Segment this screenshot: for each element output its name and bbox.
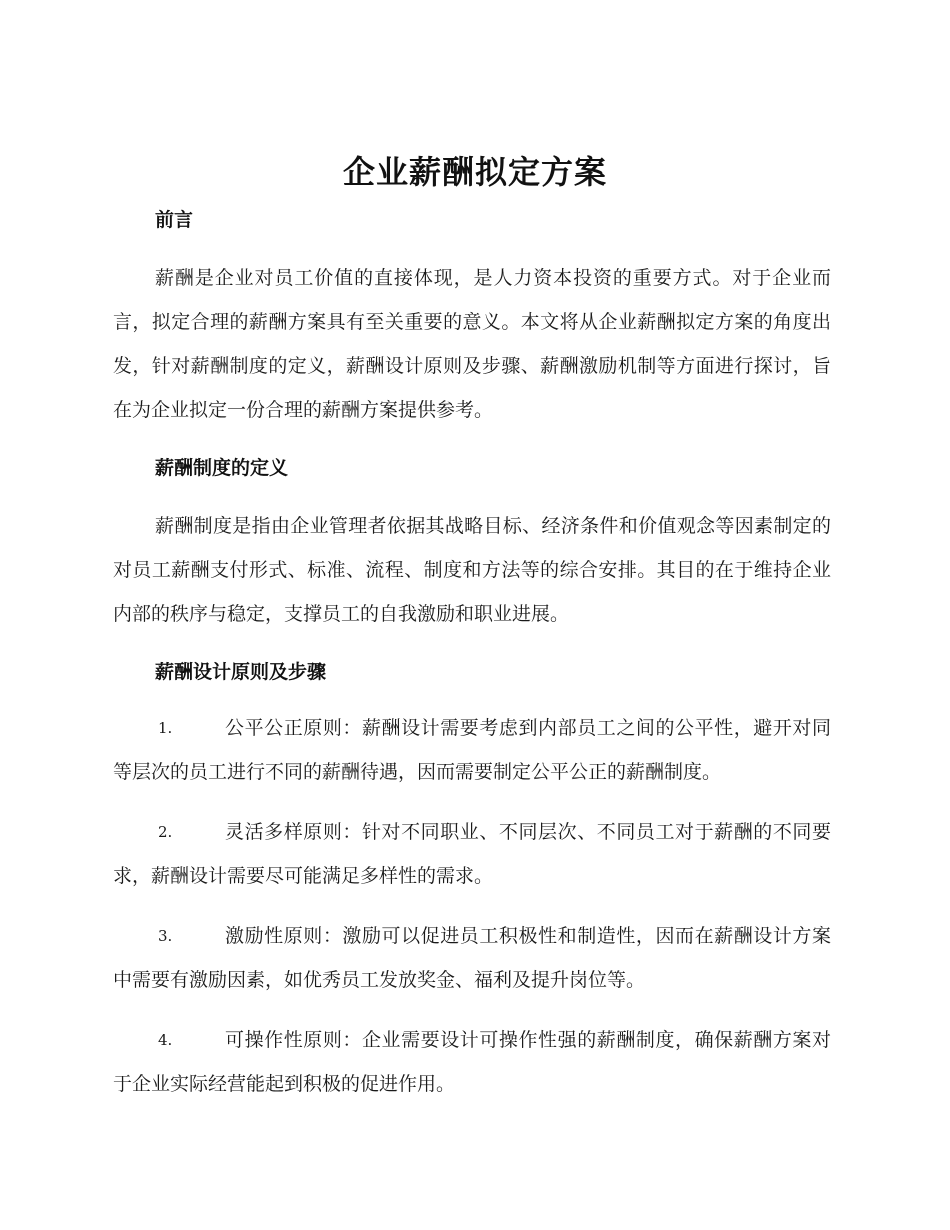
list-item [113, 1018, 831, 1106]
list-item [113, 706, 831, 794]
list-item-text: 公平公正原则：薪酬设计需要考虑到内部员工之间的公平性，避开对同等层次的员工进行不同的薪酬待遇，因而需要制定公平公正的薪酬制度。 [113, 717, 831, 783]
section-heading-principles: 薪酬设计原则及步骤 [155, 661, 327, 683]
list-item-number: 4. [158, 1031, 173, 1049]
list-item-number: 2. [158, 823, 173, 841]
section-paragraph-definition: 薪酬制度是指由企业管理者依据其战略目标、经济条件和价值观念等因素制定的对员工薪酬支付形式、标准、流程、制度和方法等的综合安排。其目的在于维持企业内部的秩序与稳定，支撑员工的自我激励和职业进展。 [113, 515, 831, 625]
document-title: 企业薪酬拟定方案 [342, 153, 607, 191]
list-item-text: 灵活多样原则：针对不同职业、不同层次、不同员工对于薪酬的不同要求，薪酬设计需要尽可能满足多样性的需求。 [113, 821, 831, 887]
list-item-number: 1. [158, 719, 173, 737]
section-heading-preface: 前言 [155, 209, 194, 231]
list-item-text: 可操作性原则：企业需要设计可操作性强的薪酬制度，确保薪酬方案对于企业实际经营能起到积极的促进作用。 [113, 1029, 831, 1095]
list-item [113, 810, 831, 898]
list-item-text: 激励性原则：激励可以促进员工积极性和制造性，因而在薪酬设计方案中需要有激励因素，如优秀员工发放奖金、福利及提升岗位等。 [113, 925, 831, 991]
document-body [113, 200, 831, 1106]
list-item-number: 3. [158, 927, 173, 945]
principles-list [113, 706, 831, 1106]
section-paragraph-preface: 薪酬是企业对员工价值的直接体现，是人力资本投资的重要方式。对于企业而言，拟定合理的薪酬方案具有至关重要的意义。本文将从企业薪酬拟定方案的角度出发，针对薪酬制度的定义，薪酬设计原则及步骤、薪酬激励机制等方面进行探讨，旨在为企业拟定一份合理的薪酬方案提供参考。 [113, 267, 831, 421]
list-item [113, 914, 831, 1002]
section-heading-definition: 薪酬制度的定义 [155, 457, 289, 479]
